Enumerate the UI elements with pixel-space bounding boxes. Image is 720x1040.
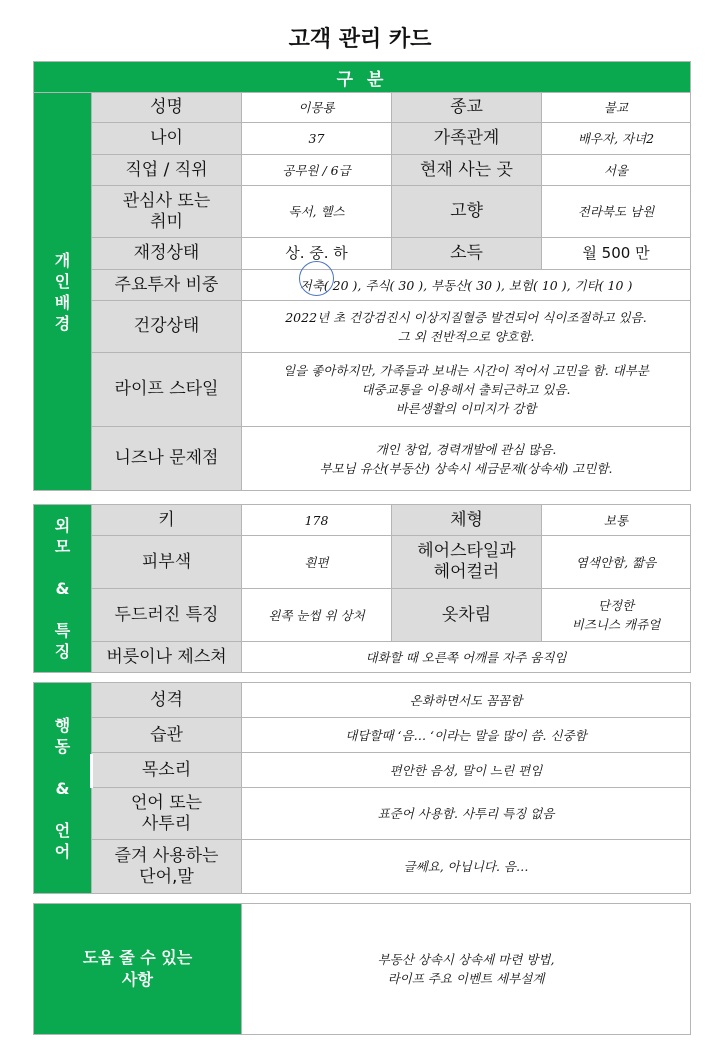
feature-label: 두드러진 특징	[92, 589, 242, 642]
personality-label: 성격	[92, 683, 242, 718]
religion-value: 불교	[542, 93, 691, 123]
section-behavior-label: 행 동 & 언 어	[34, 683, 92, 894]
interest-label: 관심사 또는 취미	[92, 186, 242, 238]
help-table	[33, 903, 691, 1035]
body-value: 보통	[542, 505, 691, 536]
hair-label: 헤어스타일과 헤어컬러	[392, 536, 542, 589]
header-gubun: 구 분	[34, 62, 691, 93]
invest-value: 저축( 20 ), 주식( 30 ), 부동산( 30 ), 보험( 10 ), 기타( 10 )	[242, 270, 691, 301]
invest-label: 주요투자 비중	[92, 270, 242, 301]
clothes-label: 옷차림	[392, 589, 542, 642]
lifestyle-label: 라이프 스타일	[92, 353, 242, 427]
section-personal-label: 개 인 배 경	[34, 93, 92, 491]
behavior-table	[33, 682, 691, 894]
name-value: 이몽룡	[242, 93, 392, 123]
skin-value: 흰편	[242, 536, 392, 589]
job-label: 직업 / 직위	[92, 155, 242, 186]
feature-value: 왼쪽 눈썹 위 상처	[242, 589, 392, 642]
family-label: 가족관계	[392, 123, 542, 155]
finance-value: 상. 중. 하	[242, 238, 392, 270]
needs-value: 개인 창업, 경력개발에 관심 많음. 부모님 유산(부동산) 상속시 세금문제(상속세) 고민함.	[242, 427, 691, 491]
interest-value: 독서, 헬스	[242, 186, 392, 238]
finance-label: 재정상태	[92, 238, 242, 270]
age-value: 37	[242, 123, 392, 155]
help-value: 부동산 상속시 상속세 마련 방법, 라이프 주요 이벤트 세부설계	[242, 904, 691, 1035]
religion-label: 종교	[392, 93, 542, 123]
height-label: 키	[92, 505, 242, 536]
help-label: 도움 줄 수 있는 사항	[34, 904, 242, 1035]
custom-label: 습관	[92, 718, 242, 753]
job-value: 공무원 / 6급	[242, 155, 392, 186]
residence-value: 서울	[542, 155, 691, 186]
voice-value: 편안한 음성, 말이 느린 편임	[242, 753, 691, 788]
speech-value: 표준어 사용함. 사투리 특징 없음	[242, 788, 691, 840]
words-label: 즐겨 사용하는 단어,말	[92, 840, 242, 894]
appearance-table	[33, 504, 691, 673]
voice-label: 목소리	[92, 753, 242, 788]
custom-value: 대답할때 ‘음… ‘이라는 말을 많이 씀. 신중함	[242, 718, 691, 753]
income-value: 월 500 만	[542, 238, 691, 270]
income-label: 소득	[392, 238, 542, 270]
hometown-value: 전라북도 남원	[542, 186, 691, 238]
cell-edge-mark	[90, 754, 93, 788]
family-value: 배우자, 자녀2	[542, 123, 691, 155]
page-title: 고객 관리 카드	[288, 27, 432, 52]
needs-label: 니즈나 문제점	[92, 427, 242, 491]
lifestyle-value: 일을 좋아하지만, 가족들과 보내는 시간이 적어서 고민을 함. 대부분 대중교통을 이용해서 출퇴근하고 있음. 바른생활의 이미지가 강함	[242, 353, 691, 427]
words-value: 글쎄요, 아닙니다. 음…	[242, 840, 691, 894]
personality-value: 온화하면서도 꼼꼼함	[242, 683, 691, 718]
health-label: 건강상태	[92, 301, 242, 353]
health-value: 2022년 초 건강검진시 이상지질혈증 발견되어 식이조절하고 있음. 그 외 전반적으로 양호함.	[242, 301, 691, 353]
personal-background-table	[33, 61, 691, 491]
highlight-circle-mark	[299, 261, 334, 296]
residence-label: 현재 사는 곳	[392, 155, 542, 186]
height-value: 178	[242, 505, 392, 536]
body-label: 체형	[392, 505, 542, 536]
habit-label: 버릇이나 제스쳐	[92, 642, 242, 673]
age-label: 나이	[92, 123, 242, 155]
speech-label: 언어 또는 사투리	[92, 788, 242, 840]
skin-label: 피부색	[92, 536, 242, 589]
habit-value: 대화할 때 오른쪽 어깨를 자주 움직임	[242, 642, 691, 673]
hair-value: 염색안함, 짧음	[542, 536, 691, 589]
clothes-value: 단정한 비즈니스 캐쥬얼	[542, 589, 691, 642]
hometown-label: 고향	[392, 186, 542, 238]
section-appearance-label: 외 모 & 특 징	[34, 505, 92, 673]
name-label: 성명	[92, 93, 242, 123]
